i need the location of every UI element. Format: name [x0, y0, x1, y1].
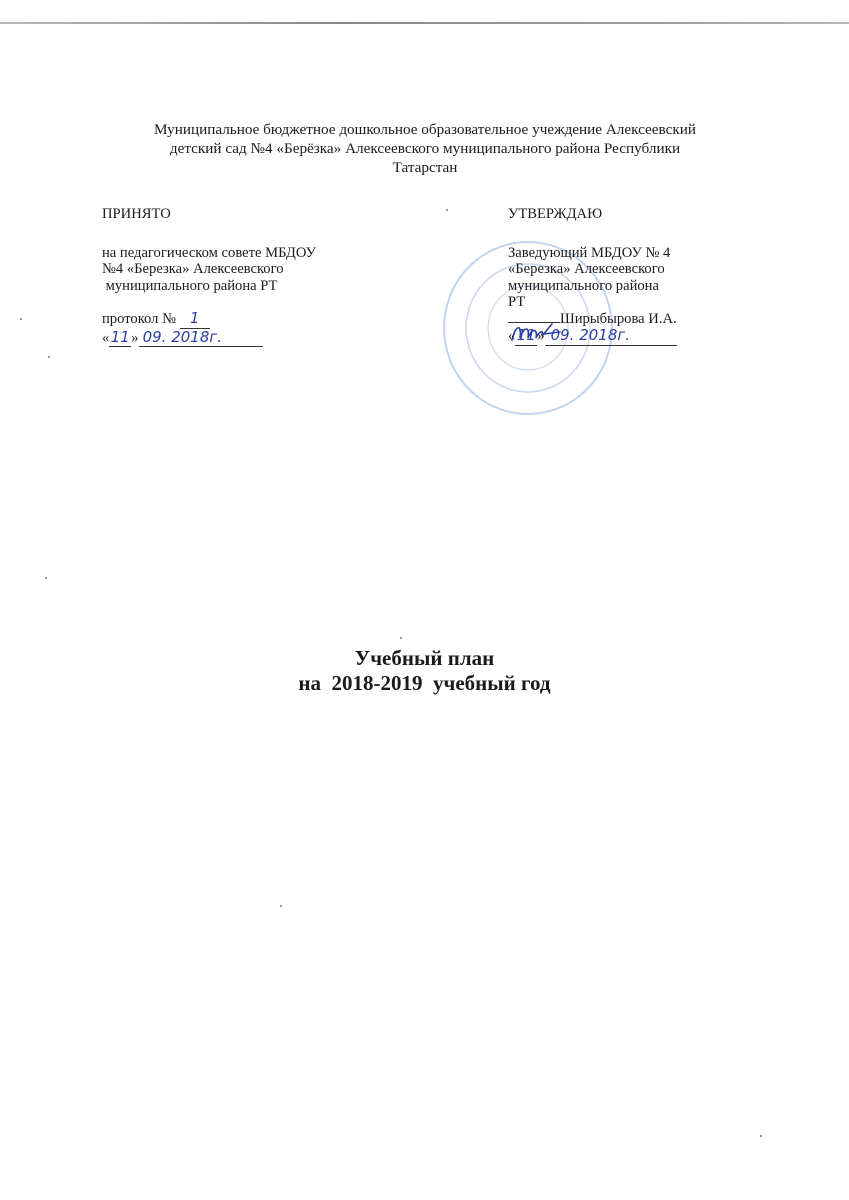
- protocol-number: 1: [189, 309, 200, 327]
- scan-speck: [48, 356, 50, 358]
- protocol-label: протокол №: [102, 311, 177, 327]
- scan-edge-line: [0, 22, 849, 24]
- accepted-date: [102, 329, 402, 348]
- accepted-block: [102, 206, 402, 347]
- approved-heading: УТВЕРЖДАЮ: [508, 206, 603, 222]
- institution-header: [90, 120, 760, 177]
- date-quote-close: »: [131, 329, 139, 346]
- date-quote-open: «: [508, 328, 516, 344]
- approved-line-1: Заведующий МБДОУ № 4: [508, 244, 671, 261]
- accepted-date-day: 11: [110, 327, 130, 346]
- approved-line-4: РТ: [508, 294, 526, 310]
- scan-speck: [760, 1135, 762, 1137]
- date-quote-close: »: [537, 328, 545, 344]
- date-quote-open: «: [102, 329, 110, 346]
- header-line-2: детский сад №4 «Берёзка» Алексеевского муниципального района Республики: [169, 140, 681, 157]
- title-line-2: на 2018-2019 учебный год: [298, 671, 551, 695]
- approved-line-2: «Березка» Алексеевского: [508, 261, 665, 277]
- header-line-3: Татарстан: [392, 159, 458, 176]
- accepted-line-3: муниципального района РТ: [102, 277, 278, 294]
- protocol-line: [102, 310, 402, 329]
- accepted-date-rest: 09. 2018г.: [142, 327, 223, 346]
- scan-speck: [400, 637, 402, 639]
- title-line-1: Учебный план: [354, 646, 495, 670]
- header-line-1: Муниципальное бюджетное дошкольное образовательное учеждение Алексеевский: [154, 121, 696, 138]
- accepted-line-2: №4 «Березка» Алексеевского: [102, 261, 284, 277]
- signer-name: Ширыбырова И.А.: [560, 310, 677, 327]
- scan-speck: [45, 577, 47, 579]
- scan-speck: [20, 318, 22, 320]
- document-title: [0, 646, 849, 696]
- scan-speck: [446, 209, 448, 211]
- approved-date-rest: 09. 2018г.: [550, 326, 631, 344]
- approved-date: [508, 327, 748, 346]
- scan-speck: [280, 905, 282, 907]
- approved-line-3: муниципального района: [508, 277, 659, 294]
- approved-date-day: 11: [516, 326, 536, 344]
- accepted-heading: ПРИНЯТО: [102, 206, 171, 222]
- approved-block: [508, 206, 748, 346]
- accepted-line-1: на педагогическом совете МБДОУ: [102, 244, 316, 261]
- signature-line: [508, 311, 748, 328]
